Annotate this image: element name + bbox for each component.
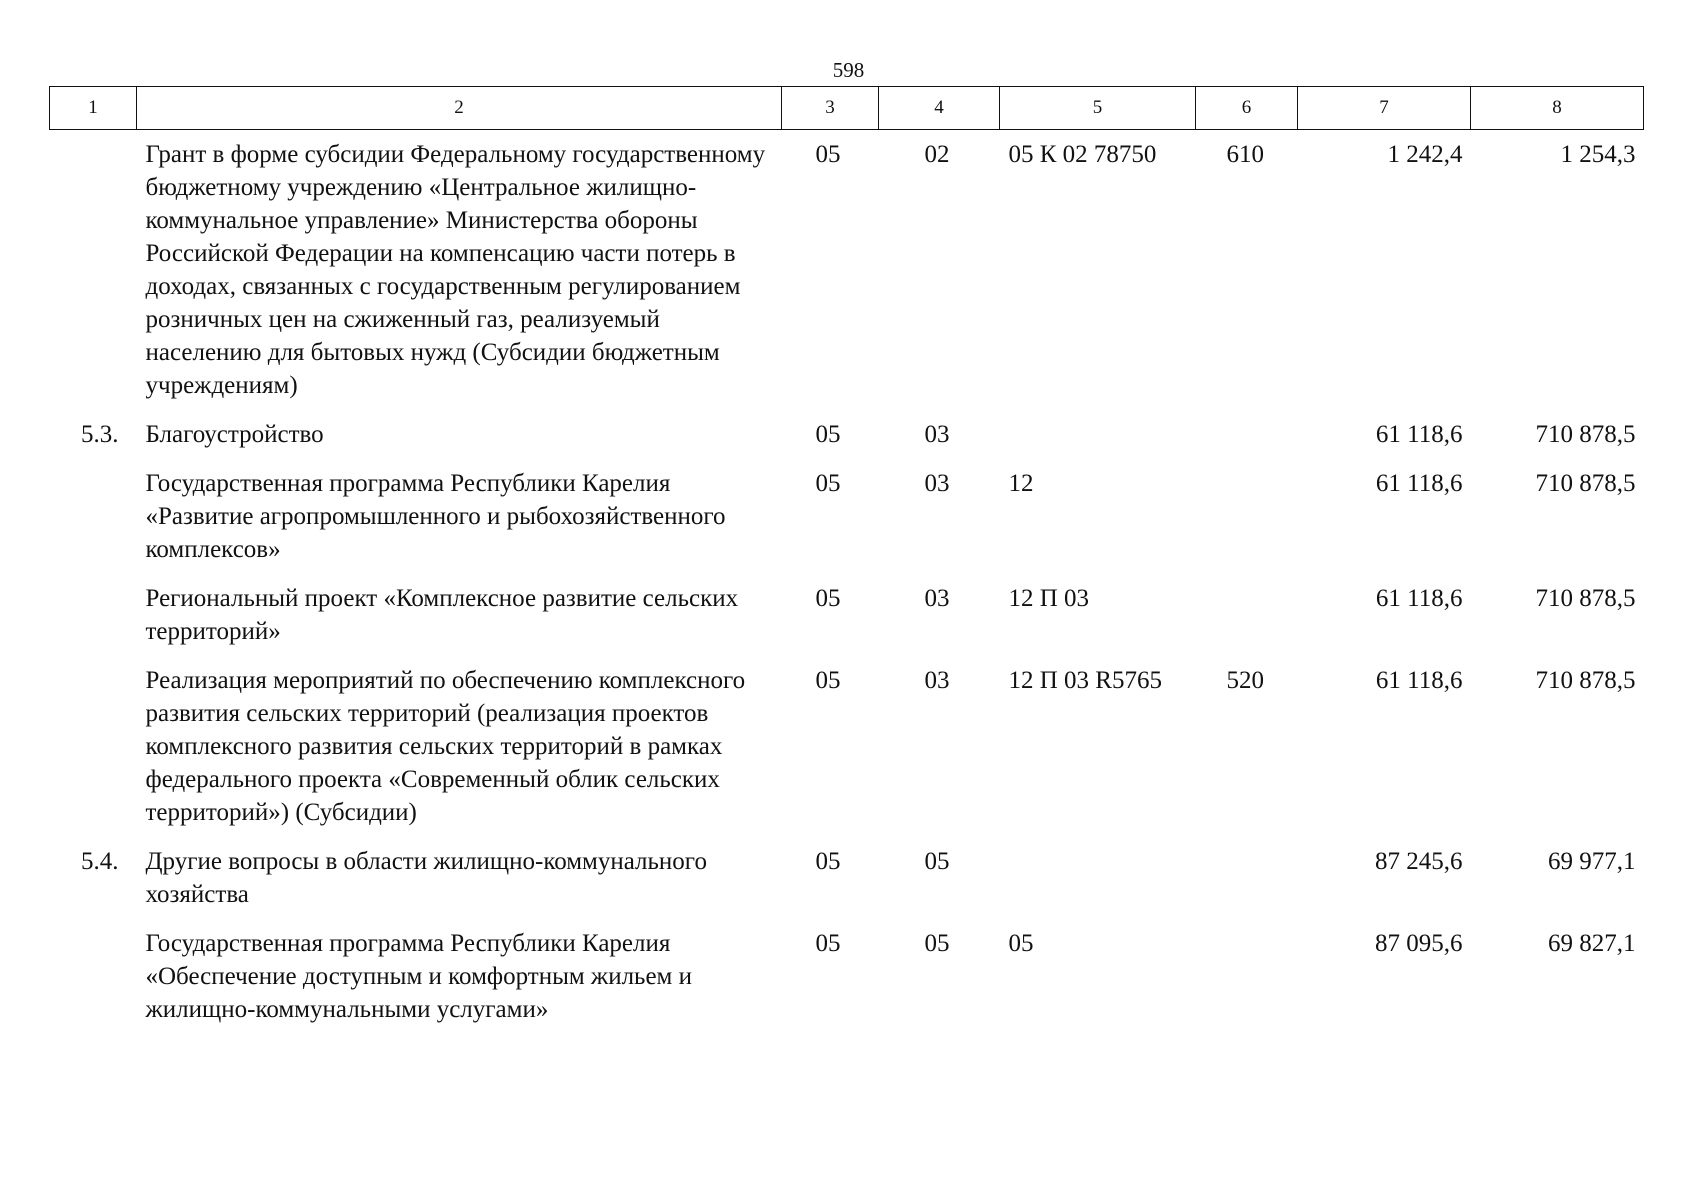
header-col-2: 2	[137, 87, 782, 130]
row-amount-col8: 1 254,3	[1560, 141, 1636, 168]
row-section-code: 05	[815, 930, 841, 957]
row-number	[50, 664, 137, 845]
row-expense-type	[1196, 927, 1298, 1042]
row-amount-col8: 710 878,5	[1535, 585, 1636, 612]
row-subsection-code: 03	[924, 667, 950, 694]
row-amount-col8: 69 977,1	[1548, 848, 1636, 875]
row-number	[50, 130, 137, 419]
row-subsection-code: 05	[924, 848, 950, 875]
row-section-code: 05	[815, 585, 841, 612]
header-col-3: 3	[782, 87, 879, 130]
row-expense-type	[1196, 467, 1298, 582]
header-col-4: 4	[879, 87, 1000, 130]
row-amount-col7: 1 242,4	[1387, 141, 1463, 168]
row-amount-col8: 69 827,1	[1548, 930, 1636, 957]
table-row	[50, 664, 1644, 845]
row-number: 5.4.	[81, 848, 119, 875]
row-number	[50, 467, 137, 582]
header-col-7: 7	[1298, 87, 1471, 130]
row-name: Государственная программа Республики Карелия «Развитие агропромышленного и рыбохозяйственного комплексов»	[145, 470, 726, 563]
row-expense-type	[1196, 845, 1298, 927]
row-name: Государственная программа Республики Карелия «Обеспечение доступным и комфортным жильем и жилищно-коммунальными услугами»	[145, 930, 693, 1023]
row-subsection-code: 03	[924, 421, 950, 448]
header-row	[50, 87, 1644, 130]
budget-table	[49, 86, 1644, 1042]
table-row	[50, 927, 1644, 1042]
row-amount-col8: 710 878,5	[1535, 470, 1636, 497]
row-target-article	[1000, 418, 1196, 467]
row-section-code: 05	[815, 470, 841, 497]
row-amount-col8: 710 878,5	[1535, 667, 1636, 694]
header-col-8: 8	[1471, 87, 1644, 130]
row-name: Региональный проект «Комплексное развитие сельских территорий»	[145, 585, 739, 645]
row-number	[50, 582, 137, 664]
row-target-article: 12	[1008, 470, 1034, 497]
row-section-code: 05	[815, 667, 841, 694]
row-section-code: 05	[815, 141, 841, 168]
row-expense-type: 610	[1226, 141, 1264, 168]
page-number: 598	[832, 58, 865, 82]
table-row	[50, 845, 1644, 927]
row-target-article: 12 П 03	[1008, 585, 1090, 612]
row-expense-type: 520	[1226, 667, 1264, 694]
row-amount-col8: 710 878,5	[1535, 421, 1636, 448]
row-amount-col7: 61 118,6	[1375, 421, 1463, 448]
row-amount-col7: 61 118,6	[1375, 667, 1463, 694]
row-amount-col7: 87 245,6	[1375, 848, 1463, 875]
row-name: Грант в форме субсидии Федеральному государственному бюджетному учреждению «Центральное жилищно-коммунальное управление» Министерства обороны Российской Федерации на компенсацию части потерь в доходах, связанных с государственным регулированием розничных цен на сжиженный газ, реализуемый населению для бытовых нужд (Субсидии бюджетным учреждениям)	[145, 141, 766, 399]
row-target-article: 05 К 02 78750	[1008, 141, 1157, 168]
row-name: Другие вопросы в области жилищно-коммунального хозяйства	[145, 848, 707, 908]
table-row	[50, 467, 1644, 582]
row-target-article	[1000, 845, 1196, 927]
row-amount-col7: 61 118,6	[1375, 470, 1463, 497]
row-expense-type	[1196, 582, 1298, 664]
row-name: Реализация мероприятий по обеспечению комплексного развития сельских территорий (реализация проектов комплексного развития сельских территорий в рамках федерального проекта «Современный облик сельских территорий») (Субсидии)	[145, 667, 746, 826]
table-row	[50, 582, 1644, 664]
header-col-6: 6	[1196, 87, 1298, 130]
row-number: 5.3.	[81, 421, 119, 448]
row-section-code: 05	[815, 848, 841, 875]
row-expense-type	[1196, 418, 1298, 467]
row-subsection-code: 02	[924, 141, 950, 168]
row-name: Благоустройство	[145, 421, 324, 448]
table-row	[50, 418, 1644, 467]
table-body	[50, 130, 1644, 1043]
header-col-5: 5	[1000, 87, 1196, 130]
row-number	[50, 927, 137, 1042]
header-col-1: 1	[50, 87, 137, 130]
row-amount-col7: 87 095,6	[1375, 930, 1463, 957]
row-amount-col7: 61 118,6	[1375, 585, 1463, 612]
row-target-article: 12 П 03 R5765	[1008, 667, 1162, 694]
row-subsection-code: 03	[924, 585, 950, 612]
row-section-code: 05	[815, 421, 841, 448]
table-header	[50, 87, 1644, 130]
row-subsection-code: 03	[924, 470, 950, 497]
table-row	[50, 130, 1644, 419]
row-target-article: 05	[1008, 930, 1034, 957]
row-subsection-code: 05	[924, 930, 950, 957]
